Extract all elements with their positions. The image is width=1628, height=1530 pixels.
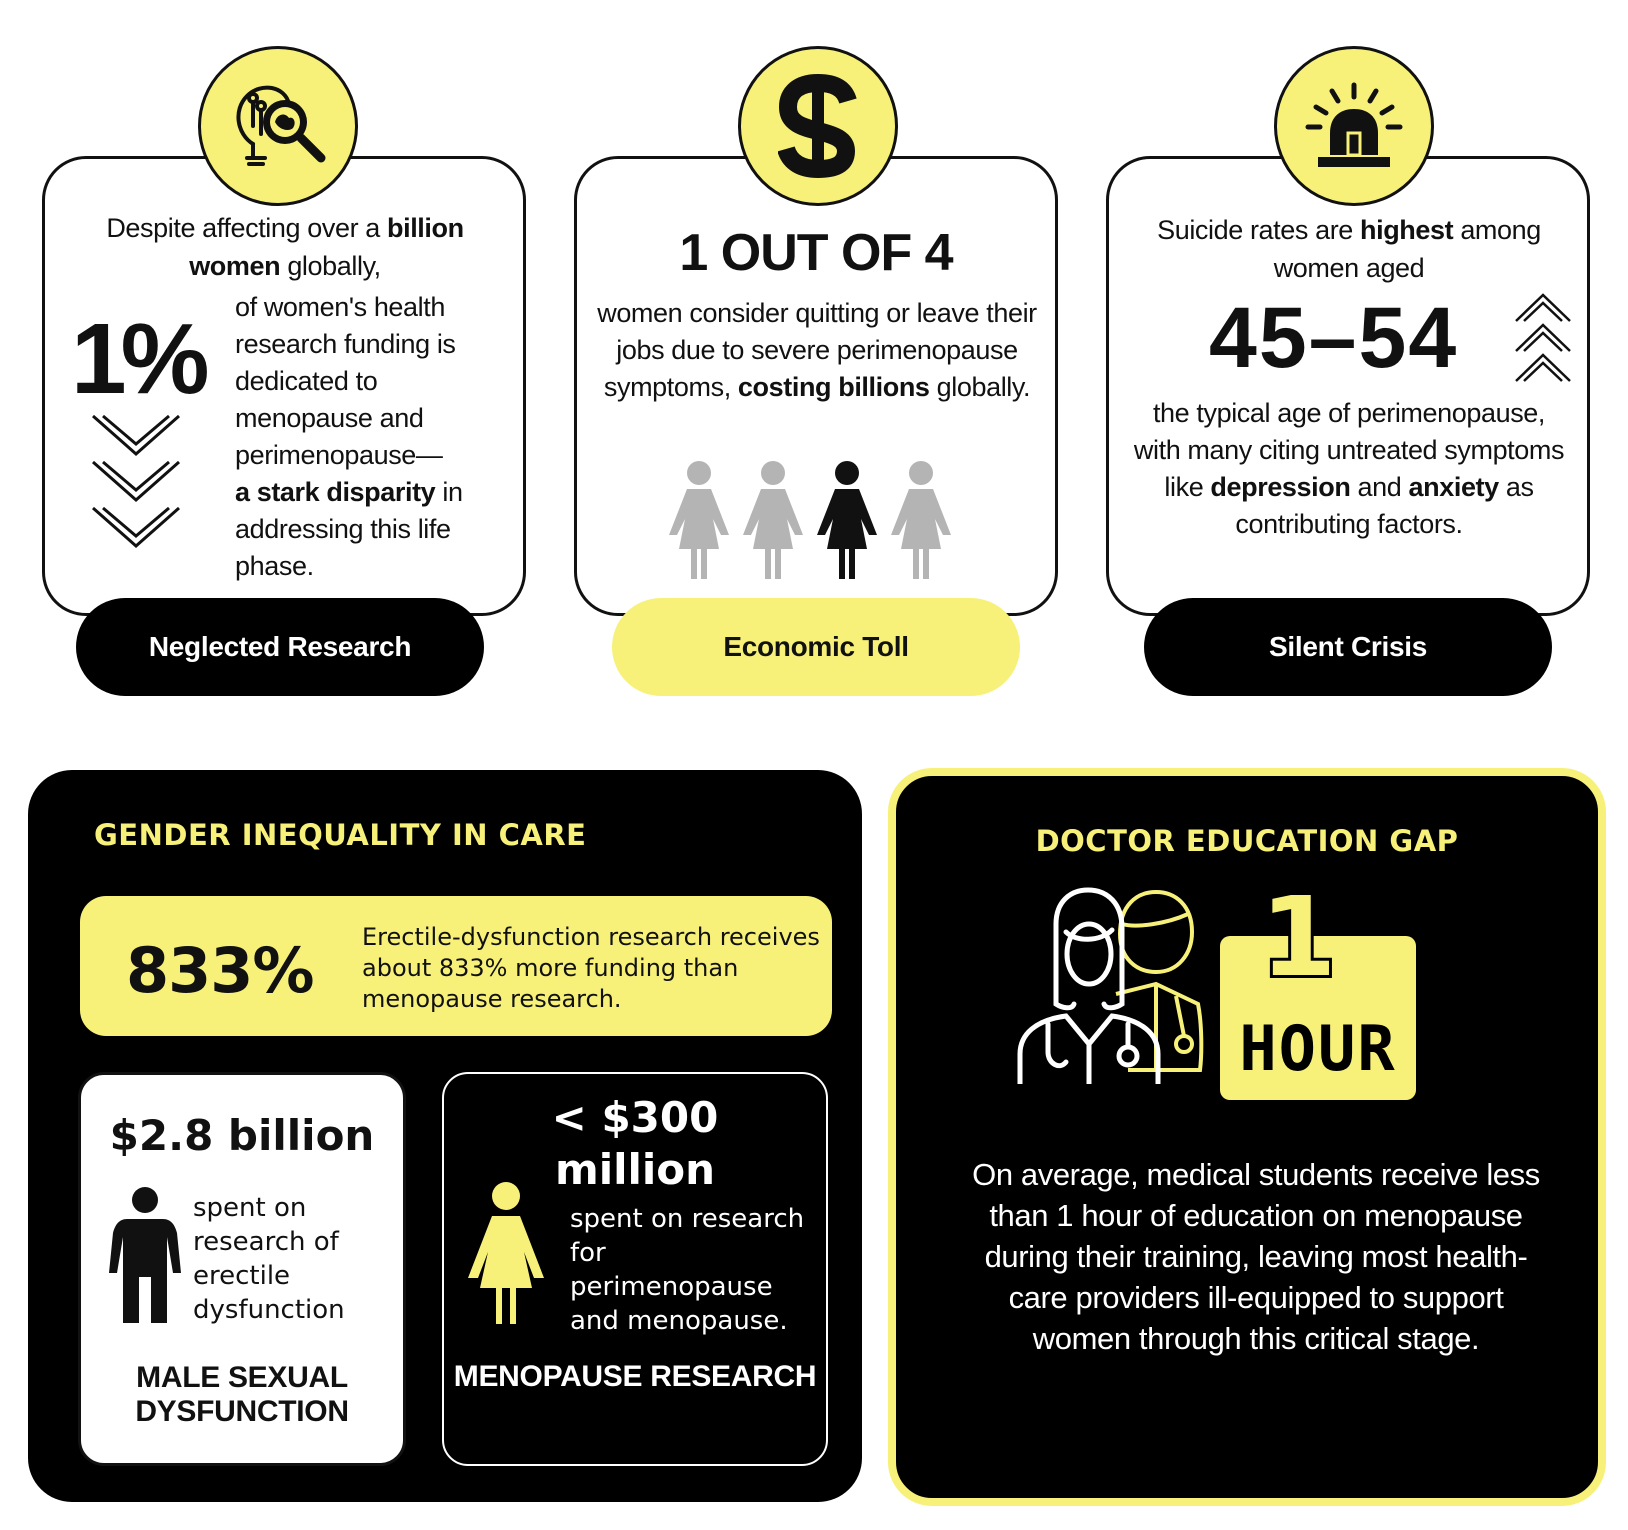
panel-body: On average, medical students receive less than 1 hour of education on menopause during their training, leaving most health-care providers ill-equipped to support women through this critical stage.	[972, 1157, 1540, 1356]
body-text-end: in addressing this life phase.	[235, 477, 463, 581]
body-bold-anxiety: anxiety	[1408, 472, 1499, 502]
body-text: of women's health research funding is dedicated to menopause and perimenopause—	[235, 292, 456, 470]
intro-text: Despite affecting over a	[106, 213, 387, 243]
big-stat: 1 OUT OF 4	[679, 224, 953, 282]
body-bold-depression: depression	[1210, 472, 1351, 502]
hour-number: 1	[1260, 873, 1337, 1001]
pill-neglected-research: Neglected Research	[76, 598, 484, 696]
panel-title: GENDER INEQUALITY IN CARE	[94, 818, 587, 852]
amount-description: spent on research for perimenopause and menopause.	[570, 1204, 805, 1336]
category-label: MALE SEXUAL DYSFUNCTION	[135, 1361, 349, 1428]
man-icon	[109, 1187, 181, 1323]
body-text-mid: and	[1350, 472, 1409, 502]
woman-icon	[466, 1182, 546, 1324]
amount: $2.8 billion	[109, 1111, 375, 1160]
body-text-end: as contributing factors.	[1235, 472, 1534, 539]
body-bold: costing billions	[737, 372, 930, 402]
lightbulb-magnifier-icon	[198, 46, 358, 206]
intro-text-end: among women aged	[1273, 215, 1541, 283]
body-text-end: globally.	[929, 372, 1031, 402]
highlight-stat: 833%	[126, 934, 314, 1007]
card-intro	[75, 209, 495, 285]
dollar-sign-icon	[738, 46, 898, 206]
woman-icon	[741, 461, 805, 579]
pill-economic-toll: Economic Toll	[612, 598, 1020, 696]
amount-description: spent on research of erectile dysfunction	[193, 1193, 345, 1325]
doctors-icon	[1016, 884, 1206, 1084]
alarm-siren-icon	[1274, 46, 1434, 206]
card-silent-crisis	[1106, 156, 1590, 616]
intro-text: Suicide rates are	[1157, 215, 1361, 245]
card-body	[235, 289, 515, 585]
intro-bold: highest	[1360, 215, 1454, 245]
gender-inequality-panel	[28, 770, 862, 1502]
category-label: MENOPAUSE RESEARCH	[453, 1360, 817, 1393]
body-bold: a stark disparity	[235, 477, 436, 507]
card-neglected-research	[42, 156, 526, 616]
doctor-education-panel	[888, 768, 1606, 1506]
down-chevrons-icon	[91, 414, 181, 564]
big-stat: 45–54	[1209, 290, 1459, 386]
intro-bold: billion women	[189, 213, 464, 281]
woman-icon	[889, 461, 953, 579]
card-intro	[1149, 211, 1549, 287]
woman-highlighted-icon	[815, 461, 879, 579]
amount	[444, 1092, 826, 1196]
highlight-text: Erectile-dysfunction research receives about 833% more funding than menopause research.	[362, 923, 820, 1013]
menopause-research-card	[442, 1072, 828, 1466]
body-text: women consider quitting or leave their jobs due to severe perimenopause symptoms,	[597, 298, 1037, 402]
card-body	[597, 295, 1037, 406]
amount-line1: < $300	[551, 1093, 719, 1142]
hour-label: HOUR	[1239, 1012, 1397, 1085]
woman-icon	[667, 461, 731, 579]
body-text: the typical age of perimenopause, with many citing untreated symptoms like	[1133, 398, 1565, 502]
card-economic-toll	[574, 156, 1058, 616]
amount-line2: million	[554, 1145, 716, 1194]
pill-silent-crisis: Silent Crisis	[1144, 598, 1552, 696]
up-chevrons-icon	[1514, 293, 1572, 385]
card-body	[1129, 395, 1569, 543]
highlight-box	[80, 896, 832, 1036]
people-row	[667, 461, 953, 579]
male-dysfunction-card	[78, 1072, 406, 1466]
intro-text-end: globally,	[280, 251, 381, 281]
big-stat: 1%	[71, 303, 204, 415]
panel-title: DOCTOR EDUCATION GAP	[1035, 824, 1459, 858]
